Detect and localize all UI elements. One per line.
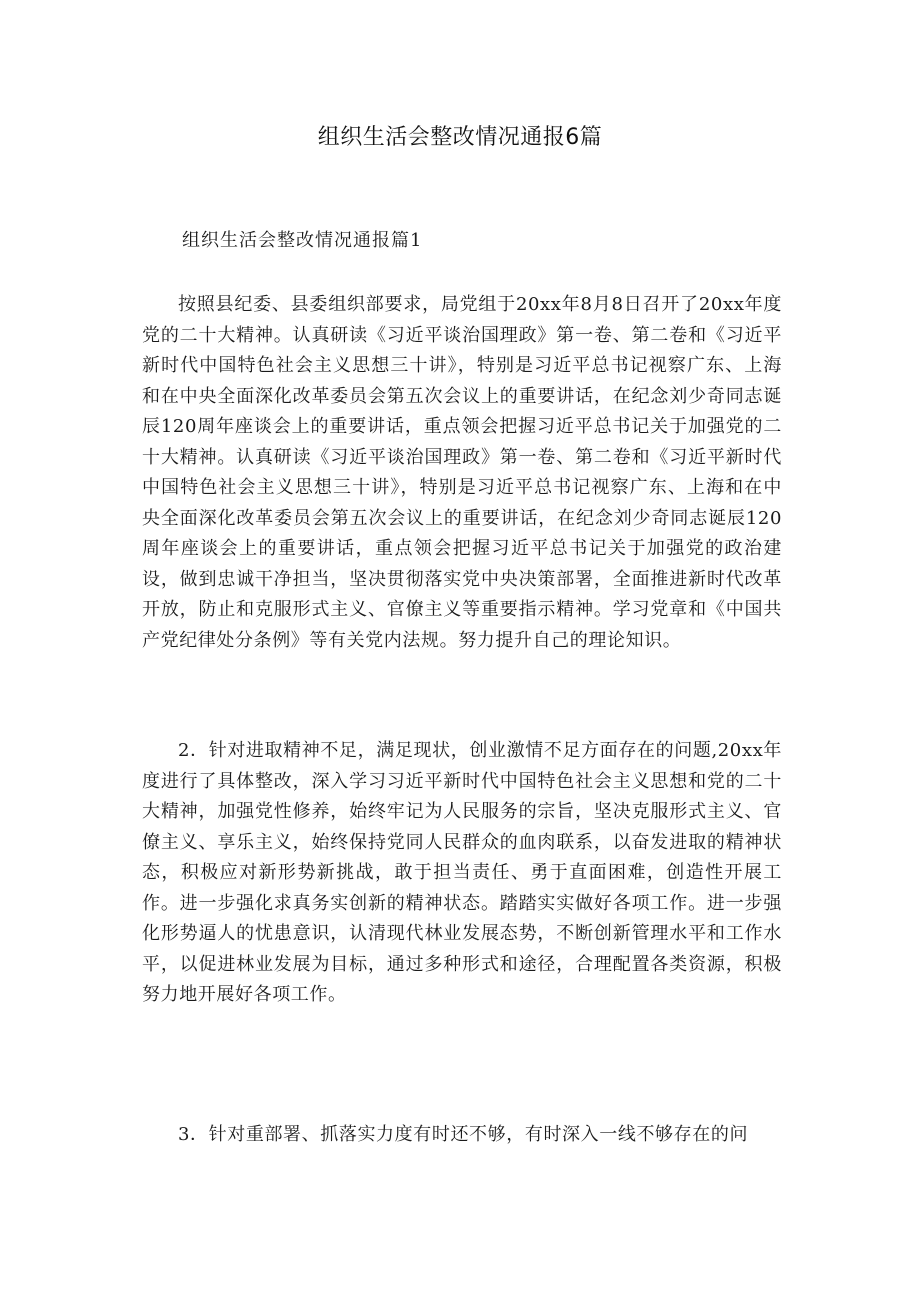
paragraph-2: 2．针对进取精神不足，满足现状，创业激情不足方面存在的问题,20xx年度进行了具体整改，深入学习习近平新时代中国特色社会主义思想和党的二十大精神，加强党性修养，始终牢记为人民服务的宗旨，坚决克服形式主义、官僚主义、享乐主义，始终保持党同人民群众的血肉联系，以奋发进取的精神状态，积极应对新形势新挑战，敢于担当责任、勇于直面困难，创造性开展工作。进一步强化求真务实创新的精神状态。踏踏实实做好各项工作。进一步强化形势逼人的忧患意识，认清现代林业发展态势，不断创新管理水平和工作水平，以促进林业发展为目标，通过多种形式和途径，合理配置各类资源，积极努力地开展好各项工作。 — [142, 740, 782, 1005]
document-title: 组织生活会整改情况通报6篇 — [317, 125, 603, 150]
paragraph-1: 按照县纪委、县委组织部要求，局党组于20xx年8月8日召开了20xx年度党的二十大精神。认真研读《习近平谈治国理政》第一卷、第二卷和《习近平新时代中国特色社会主义思想三十讲》，特别是习近平总书记视察广东、上海和在中央全面深化改革委员会第五次会议上的重要讲话，在纪念刘少奇同志诞辰120周年座谈会上的重要讲话，重点领会把握习近平总书记关于加强党的二十大精神。认真研读《习近平谈治国理政》第一卷、第二卷和《习近平新时代中国特色社会主义思想三十讲》，特别是习近平总书记视察广东、上海和在中央全面深化改革委员会第五次会议上的重要讲话，在纪念刘少奇同志诞辰120周年座谈会上的重要讲话，重点领会把握习近平总书记关于加强党的政治建设，做到忠诚干净担当，坚决贯彻落实党中央决策部署，全面推进新时代改革开放，防止和克服形式主义、官僚主义等重要指示精神。学习党章和《中国共产党纪律处分条例》等有关党内法规。努力提升自己的理论知识。 — [142, 294, 782, 651]
section-heading: 组织生活会整改情况通报篇1 — [182, 230, 423, 251]
paragraph-3: 3．针对重部署、抓落实力度有时还不够，有时深入一线不够存在的问 — [178, 1124, 749, 1145]
